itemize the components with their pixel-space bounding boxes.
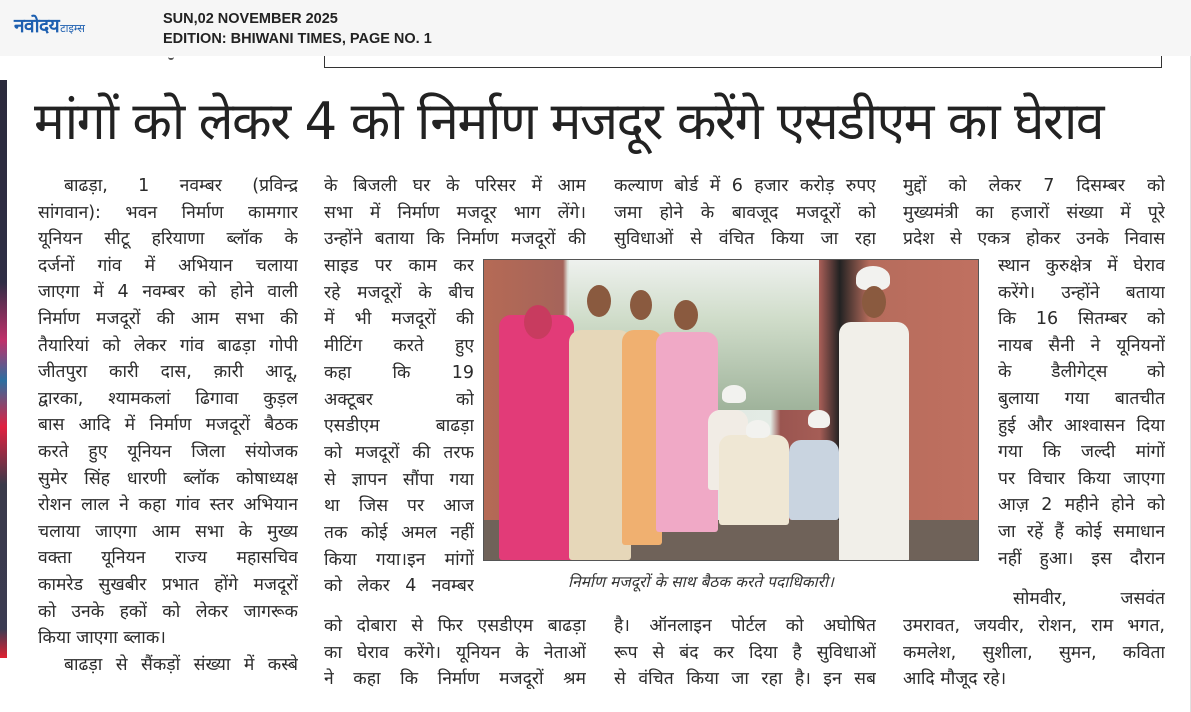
text-line: तक कोई अमल नहीं	[324, 523, 474, 544]
text-line: कि 16 सितम्बर को	[998, 309, 1165, 330]
text-line: एसडीएम बाढड़ा	[324, 416, 474, 437]
photo-person-turban	[746, 420, 770, 438]
photo-person-man	[839, 322, 909, 561]
text-line: सांगवान): भवन निर्माण कामगार	[38, 202, 298, 223]
text-line: नायब सैनी ने यूनियनों	[998, 335, 1165, 356]
text-line: कामरेड सुखबीर प्रभात होंगे मजदूरों	[38, 574, 298, 595]
article-column-3-top	[614, 173, 876, 253]
text-line: सुविधाओं से वंचित किया जा रहा	[614, 229, 876, 250]
article-column-4-bottom	[903, 613, 1165, 693]
text-line: है। ऑनलाइन पोर्टल को अघोषित	[614, 616, 876, 636]
text-line: प्रदेश से एकत्र होकर उनके निवास	[903, 229, 1165, 250]
text-line: पर विचार किया जाएगा	[998, 468, 1165, 489]
text-line: रोशन लाल ने कहा गांव स्तर अभियान	[38, 495, 298, 516]
photo-person-woman	[499, 315, 574, 560]
text-line: से ज्ञापन सौंपा गया	[324, 469, 474, 490]
text-line: के बिजली घर के परिसर में आम	[324, 176, 586, 196]
edition-date: SUN,02 NOVEMBER 2025	[163, 11, 338, 27]
text-line: करते हुए यूनियन जिला संयोजक	[38, 441, 298, 462]
text-line: को उनके हकों को लेकर जागरूक	[38, 601, 298, 622]
edition-info	[163, 9, 432, 49]
text-line: मुद्दों को लेकर 7 दिसम्बर को	[903, 176, 1165, 196]
text-line: निर्माण मजदूरों की आम सभा की	[38, 308, 298, 329]
text-line: कल्याण बोर्ड में 6 हजार करोड़ रुपए	[614, 176, 876, 196]
text-line: रहे मजदूरों के बीच	[324, 282, 474, 303]
text-line: को मजदूरों की तरफ	[324, 442, 474, 463]
text-line: से वंचित किया जा रहा है। इन सब	[614, 669, 876, 690]
text-line: किया गया।इन मांगों	[324, 549, 474, 570]
text-line: द्वारका, श्यामकलां ढिगावा कुड़ल	[38, 388, 298, 409]
epaper-header	[0, 0, 1191, 56]
text-line: मीटिंग करते हुए	[324, 336, 474, 357]
text-line: उमरावत, जयवीर, रोशन, राम भगत,	[903, 616, 1165, 636]
photo-person-turban	[722, 385, 746, 403]
text-line: सोमवीर, जसवंत	[1013, 589, 1165, 609]
text-line: यूनियन सीटू हरियाणा ब्लॉक के	[38, 229, 298, 250]
photo-caption: निर्माण मजदूरों के साथ बैठक करते पदाधिकारी।	[568, 573, 834, 591]
photo-person-seated	[719, 435, 789, 525]
text-line: बाढड़ा से सैंकड़ों संख्या में कस्बे	[64, 654, 298, 675]
article-column-2-bottom	[324, 613, 586, 693]
article-column-4-top	[903, 173, 1165, 253]
article-column-4-short	[1013, 586, 1165, 613]
text-line: बास आदि में निर्माण मजदूरों बैठक	[38, 415, 298, 436]
article-headline: मांगों को लेकर 4 को निर्माण मजदूर करेंगे एसडीएम का घेराव	[34, 92, 1104, 152]
text-line: को दोबारा से फिर एसडीएम बाढड़ा	[324, 616, 586, 636]
text-line: के डैलीगेट्स को	[998, 362, 1165, 383]
text-line: बुलाया गया बातचीत	[998, 388, 1165, 409]
newspaper-logo[interactable]	[14, 12, 85, 38]
article-column-1	[38, 173, 298, 678]
article-column-2-narrow	[324, 253, 474, 600]
photo-person-turban	[808, 410, 830, 428]
text-line: ने कहा कि निर्माण मजदूरों श्रम	[324, 669, 586, 690]
previous-article-fragment	[168, 56, 174, 60]
article-column-4-narrow	[998, 253, 1165, 572]
text-line: कमलेश, सुशीला, सुमन, कविता	[903, 642, 1165, 663]
text-line: दर्जनों गांव में अभियान चलाया	[38, 255, 298, 276]
text-line: साइड पर काम कर	[324, 256, 474, 276]
text-line: जा रहें हैं कोई समाधान	[998, 521, 1165, 542]
text-line: तैयारियां को लेकर गांव बाढड़ा गोपी	[38, 335, 298, 356]
text-line: चलाया जाएगा आम सभा के मुख्य	[38, 521, 298, 542]
text-line: उन्होंने बताया कि निर्माण मजदूरों की	[324, 229, 586, 250]
text-line: कहा कि 19	[324, 362, 474, 383]
photo-person-seated	[789, 440, 839, 520]
text-line: जाएगा में 4 नवम्बर को होने वाली	[38, 282, 298, 303]
text-line: जीतपुरा कारी दास, क़ारी आदू,	[38, 362, 298, 383]
text-line: को लेकर 4 नवम्बर	[324, 576, 474, 597]
text-line: अक्टूबर को	[324, 389, 474, 410]
photo-person-head	[524, 305, 552, 339]
text-line: हुई और आश्वासन दिया	[998, 415, 1165, 436]
logo-main-text: नवोदय	[14, 15, 60, 37]
text-line: आदि मौजूद रहे।	[903, 669, 1007, 690]
logo-sub-text: टाइम्स	[60, 22, 85, 35]
text-line: नहीं हुआ। इस दौरान	[998, 548, 1165, 569]
photo-person-head	[862, 286, 886, 318]
photo-person-head	[587, 285, 611, 317]
photo-person-head	[630, 290, 652, 320]
text-line: स्थान कुरुक्षेत्र में घेराव	[998, 256, 1165, 276]
text-line: में भी मजदूरों की	[324, 309, 474, 330]
text-line: जमा होने के बावजूद मजदूरों को	[614, 202, 876, 223]
text-line: किया जाएगा ब्लाक।	[38, 628, 166, 649]
article-column-2-top	[324, 173, 586, 253]
text-line: का घेराव करेंगे। यूनियन के नेताओं	[324, 642, 586, 663]
text-line: बाढड़ा, 1 नवम्बर (प्रविन्द्र	[64, 176, 298, 196]
text-line: था जिस पर आज	[324, 496, 474, 517]
text-line: गया कि जल्दी मांगों	[998, 442, 1165, 463]
article-column-3-bottom	[614, 613, 876, 693]
edition-name: EDITION: BHIWANI TIMES, PAGE NO. 1	[163, 31, 432, 47]
text-line: रूप से बंद कर दिया है सुविधाओं	[614, 642, 876, 663]
text-line: आज़ 2 महीने होने को	[998, 495, 1165, 516]
text-line: सभा में निर्माण मजदूर भाग लेंगे।	[324, 202, 586, 223]
adjacent-photo-edge	[0, 80, 7, 658]
text-line: मुख्यमंत्री का हजारों संख्या में पूरे	[903, 202, 1165, 223]
photo-person-head	[674, 300, 698, 330]
text-line: वक्ता यूनियन राज्य महासचिव	[38, 548, 298, 569]
text-line: सुमेर सिंह धारणी ब्लॉक कोषाध्यक्ष	[38, 468, 298, 489]
article-photo[interactable]	[483, 259, 979, 561]
text-line: करेंगे। उन्होंने बताया	[998, 282, 1165, 303]
